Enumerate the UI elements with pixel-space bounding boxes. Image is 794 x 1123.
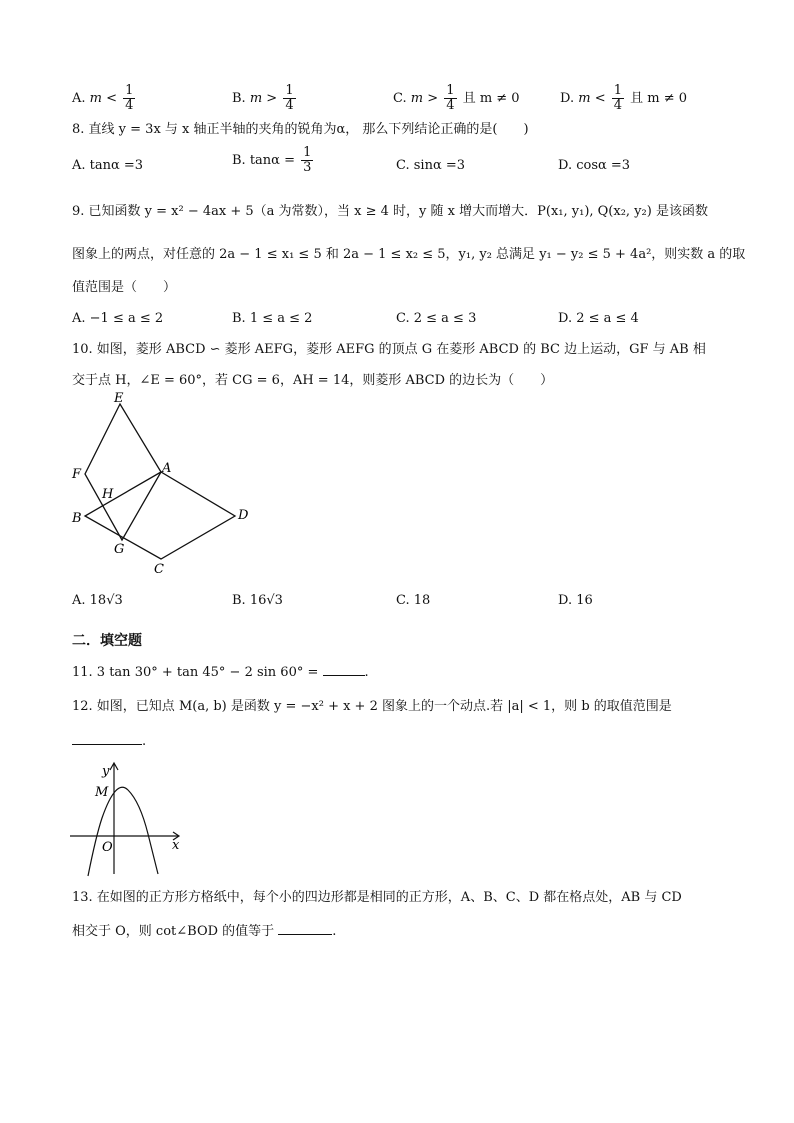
frac-den: 4	[446, 98, 455, 113]
option-letter: D.	[560, 91, 575, 106]
q9-line-2: 图象上的两点，对任意的 2a − 1 ≤ x₁ ≤ 5 和 2a − 1 ≤ x₂ ≤ 5，y₁, y₂ 总满足 y₁ − y₂ ≤ 5 + 4a²，则实数 a 的取	[72, 247, 746, 262]
q11-answer-blank[interactable]	[323, 675, 365, 676]
q9-line-1: 9. 已知函数 y = x² − 4ax + 5（a 为常数），当 x ≥ 4 时，y 随 x 增大而增大．P(x₁, y₁), Q(x₂, y₂) 是该函数	[72, 204, 708, 219]
parabola-curve	[88, 787, 158, 876]
q10-line-1: 10. 如图，菱形 ABCD ∽ 菱形 AEFG，菱形 AEFG 的顶点 G 在菱形 ABCD 的 BC 边上运动，GF 与 AB 相	[72, 342, 706, 357]
q7-option-a	[72, 84, 137, 113]
q9-option-a: A. −1 ≤ a ≤ 2	[72, 311, 164, 326]
option-letter: C.	[393, 91, 407, 106]
q8-option-a: A. tanα =3	[72, 158, 144, 173]
q11	[72, 664, 369, 682]
option-letter: A.	[72, 91, 86, 106]
fraction	[301, 146, 313, 175]
frac-den: 3	[303, 160, 312, 175]
q10-option-d: D. 16	[558, 593, 593, 608]
label-g: G	[114, 542, 125, 557]
frac-num: 1	[125, 83, 134, 98]
q9-line-3: 值范围是（ ）	[72, 280, 177, 295]
q13-line-2	[72, 923, 336, 941]
option-tail: 且 m ≠ 0	[630, 91, 688, 106]
rhombus-abcd	[85, 472, 235, 559]
fraction	[444, 84, 456, 113]
label-y: y	[102, 764, 110, 779]
label-f: F	[72, 467, 82, 482]
label-b: B	[72, 511, 82, 526]
q11-end: .	[364, 665, 369, 680]
frac-den: 4	[285, 98, 294, 113]
option-tail: 且 m ≠ 0	[462, 91, 520, 106]
label-e: E	[114, 392, 124, 406]
rhombus-figure	[60, 392, 260, 582]
label-x: x	[172, 838, 180, 853]
q10-option-a: A. 18√3	[72, 593, 123, 608]
parabola-graph	[66, 758, 196, 878]
rhombus-aefg	[85, 404, 161, 540]
frac-den: 4	[613, 98, 623, 113]
q12-answer-blank[interactable]	[72, 744, 142, 745]
q9-option-b: B. 1 ≤ a ≤ 2	[232, 311, 313, 326]
q7-option-c	[393, 84, 520, 113]
q9-option-d: D. 2 ≤ a ≤ 4	[558, 311, 639, 326]
q12-line-1: 12. 如图，已知点 M(a, b) 是函数 y = −x² + x + 2 图象上的一个动点.若 |a| < 1，则 b 的取值范围是	[72, 699, 672, 714]
q10-option-b: B. 16√3	[232, 593, 283, 608]
label-d: D	[238, 508, 249, 523]
fraction	[612, 84, 624, 113]
label-o: O	[102, 840, 113, 855]
frac-num: 1	[613, 83, 623, 98]
option-expr: m >	[410, 91, 439, 106]
q11-text: 11. 3 tan 30° + tan 45° − 2 sin 60° =	[72, 665, 319, 680]
label-h: H	[102, 487, 114, 502]
label-a: A	[162, 461, 172, 476]
section-title: 二．填空题	[72, 633, 142, 649]
option-expr: m >	[249, 91, 278, 106]
fraction	[123, 84, 135, 113]
q13-text: 相交于 O，则 cot∠BOD 的值等于	[72, 924, 275, 939]
frac-num: 1	[303, 145, 312, 160]
q9-option-c: C. 2 ≤ a ≤ 3	[396, 311, 477, 326]
q10-option-c: C. 18	[396, 593, 431, 608]
frac-num: 1	[285, 83, 294, 98]
q13-end: .	[332, 924, 337, 939]
q13-answer-blank[interactable]	[278, 934, 332, 935]
fraction	[283, 84, 295, 113]
option-letter: B.	[232, 91, 246, 106]
frac-num: 1	[446, 83, 455, 98]
option-expr: m <	[578, 91, 606, 106]
q12-line-2	[72, 733, 146, 751]
label-c: C	[154, 562, 164, 577]
option-expr: m <	[89, 91, 118, 106]
q7-option-d	[560, 84, 687, 113]
q8-stem: 8. 直线 y = 3x 与 x 轴正半轴的夹角的锐角为α， 那么下列结论正确的是( )	[72, 122, 529, 137]
label-m: M	[95, 785, 109, 800]
q8-option-d: D. cosα =3	[558, 158, 631, 173]
q8-option-c: C. sinα =3	[396, 158, 466, 173]
q13-line-1: 13. 在如图的正方形方格纸中，每个小的四边形都是相同的正方形，A、B、C、D 都在格点处，AB 与 CD	[72, 890, 682, 905]
q10-line-2: 交于点 H，∠E = 60°，若 CG = 6，AH = 14，则菱形 ABCD 的边长为（ ）	[72, 373, 554, 388]
q8-option-b	[232, 146, 315, 175]
q7-option-b	[232, 84, 298, 113]
option-expr: B. tanα =	[232, 153, 295, 168]
q12-end: .	[142, 734, 147, 749]
frac-den: 4	[125, 98, 134, 113]
